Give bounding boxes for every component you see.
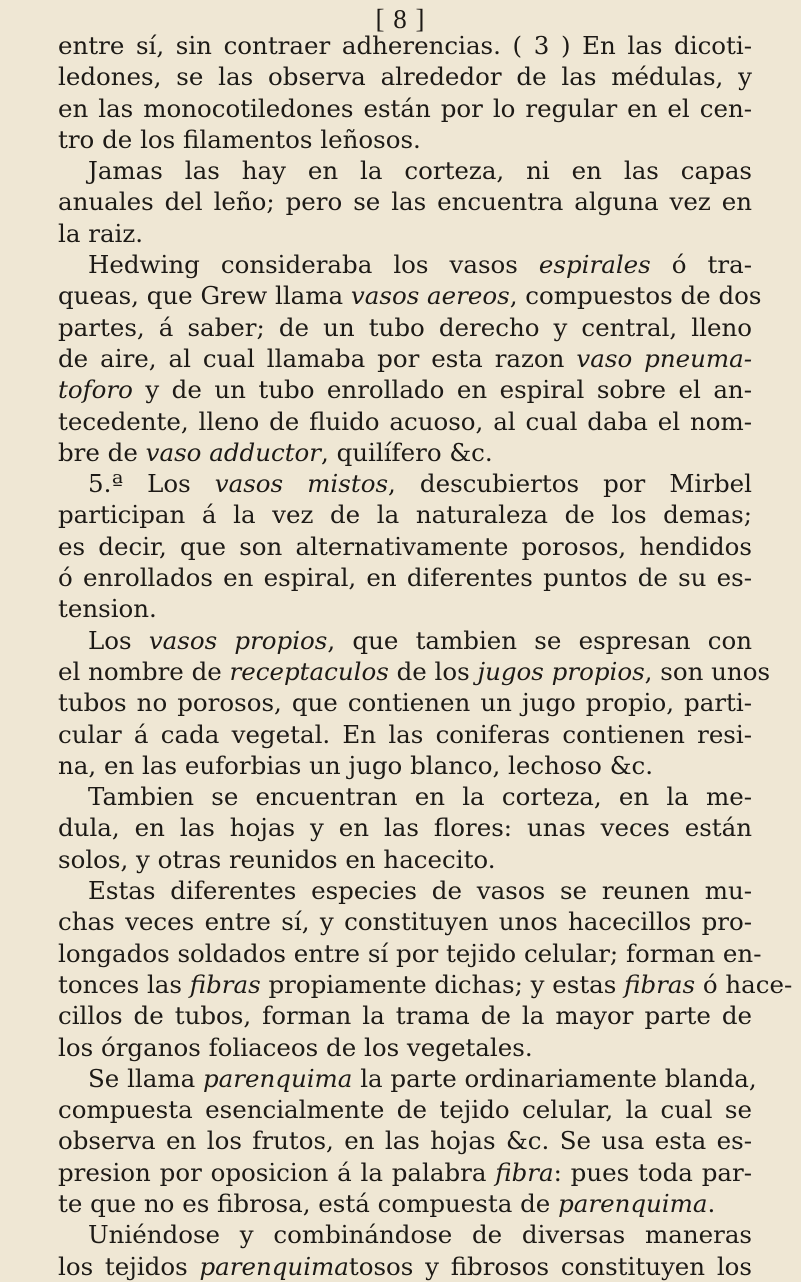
text-line: toforo y de un tubo enrollado en espiral sobre el an- xyxy=(58,375,752,405)
text-line: los tejidos parenquimatosos y fibrosos constituyen los xyxy=(58,1251,752,1281)
text-line: solos, y otras reunidos en hacecito. xyxy=(58,844,496,874)
text-line: la raiz. xyxy=(58,218,144,248)
text-line: anuales del leño; pero se las encuentra alguna vez en xyxy=(58,187,752,217)
text-line: tro de los filamentos leñosos. xyxy=(58,124,421,154)
text-line: presion por oposicion á la palabra fibra: pues toda par- xyxy=(58,1157,752,1187)
text-line: Uniéndose y combinándose de diversas maneras xyxy=(88,1220,752,1250)
text-line: partes, á saber; de un tubo derecho y central, lleno xyxy=(58,312,752,342)
text-line: Hedwing consideraba los vasos espirales ó tra- xyxy=(88,250,752,280)
text-line: compuesta esencialmente de tejido celular, la cual se xyxy=(58,1095,752,1125)
text-line: es decir, que son alternativamente porosos, hendidos xyxy=(58,531,752,561)
text-line: en las monocotiledones están por lo regular en el cen- xyxy=(58,93,752,123)
text-line: chas veces entre sí, y constituyen unos hacecillos pro- xyxy=(58,907,752,937)
text-line: cillos de tubos, forman la trama de la mayor parte de xyxy=(58,1001,752,1031)
text-line: Jamas las hay en la corteza, ni en las capas xyxy=(88,156,752,186)
text-line: los órganos foliaceos de los vegetales. xyxy=(58,1032,533,1062)
text-line: entre sí, sin contraer adherencias. ( 3 ) En las dicoti- xyxy=(58,31,752,60)
text-line: queas, que Grew llama vasos aereos, compuestos de dos xyxy=(58,281,762,311)
text-line: participan á la vez de la naturaleza de los demas; xyxy=(58,500,752,530)
text-line: el nombre de receptaculos de los jugos propios, son unos xyxy=(58,656,771,686)
text-line: longados soldados entre sí por tejido celular; forman en- xyxy=(58,938,762,968)
text-line: na, en las euforbias un jugo blanco, lechoso &c. xyxy=(58,750,654,780)
text-line: de aire, al cual llamaba por esta razon vaso pneuma- xyxy=(58,343,752,373)
text-line: ó enrollados en espiral, en diferentes puntos de su es- xyxy=(58,563,752,593)
text-line: observa en los frutos, en las hojas &c. Se usa esta es- xyxy=(58,1126,752,1156)
text-line: tubos no porosos, que contienen un jugo propio, parti- xyxy=(58,688,752,718)
text-line: te que no es fibrosa, está compuesta de parenquima. xyxy=(58,1188,716,1218)
text-line: Se llama parenquima la parte ordinariamente blanda, xyxy=(88,1063,757,1093)
text-line: tension. xyxy=(58,594,157,624)
body-text xyxy=(58,30,793,1282)
text-line: 5.ª Los vasos mistos, descubiertos por Mirbel xyxy=(88,469,752,499)
text-line: tecedente, lleno de fluido acuoso, al cual daba el nom- xyxy=(58,406,752,436)
text-line: Estas diferentes especies de vasos se reunen mu- xyxy=(88,876,752,906)
text-line: ledones, se las observa alrededor de las médulas, y xyxy=(58,62,752,92)
text-line: Los vasos propios, que tambien se espresan con xyxy=(88,625,752,655)
page-number: [ 8 ] xyxy=(375,4,426,34)
text-line: Tambien se encuentran en la corteza, en la me- xyxy=(88,782,752,812)
text-line: bre de vaso adductor, quilífero &c. xyxy=(58,437,493,467)
text-line: tonces las fibras propiamente dichas; y estas fibras ó hace- xyxy=(58,969,793,999)
text-line: cular á cada vegetal. En las coniferas contienen resi- xyxy=(58,719,752,749)
text-line: dula, en las hojas y en las flores: unas veces están xyxy=(58,813,752,843)
